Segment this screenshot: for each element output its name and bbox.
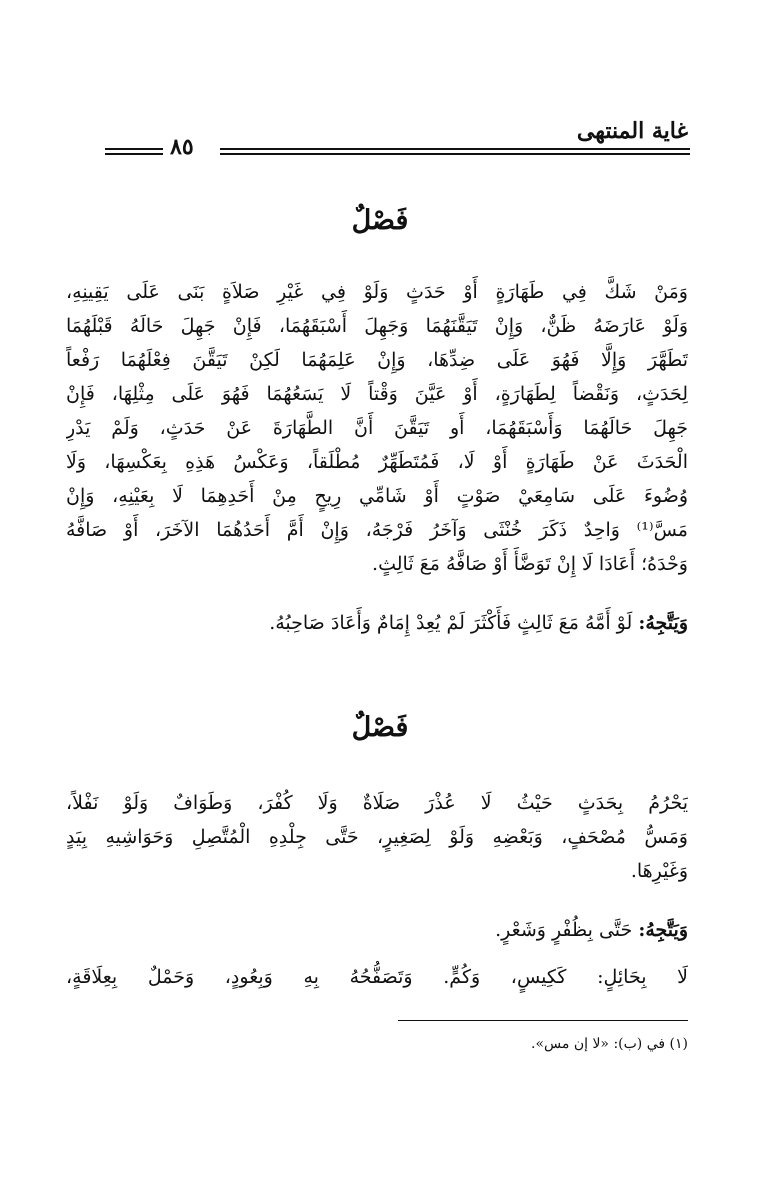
text-line: وُضُوءَ عَلَى سَامِعَيْ صَوْتٍ أَوْ شَامِّي رِيحٍ مِنْ أَحَدِهِمَا لَا بِعَيْنِهِ، وَإِنْ [66, 485, 688, 507]
text-line: لَا بِحَائِلٍ: كَكِيسٍ، وَكُمٍّ. وَتَصَفُّحُهُ بِهِ وَبِعُودٍ، وَحَمْلٌ بِعِلَاقَةٍ، [66, 966, 688, 988]
section-heading: فَصْلٌ [351, 712, 409, 743]
text-line: وَغَيْرِهَا. [630, 860, 688, 882]
yattajih-text: لَوْ أَمَّهُ مَعَ ثَالِثٍ فَأَكْثَرَ لَمْ يُعِدْ إِمَامٌ وَأَعَادَ صَاحِبُهُ. [269, 612, 633, 634]
footnote: (١) في (ب): «لا إن مس». [531, 1036, 688, 1052]
text-line: تَطَهَّرَ وَإِلَّا فَهُوَ عَلَى ضِدِّهَا، وَإِنْ عَلِمَهُمَا لَكِنْ تَيَقَّنَ فِعْلَهُمَا رَفْعاً [66, 349, 688, 371]
yattajih-text: حَتَّى بِظُفْرٍ وَشَعْرٍ. [495, 919, 633, 941]
text-line: الْحَدَثَ عَنْ طَهَارَةٍ أَوْ لَا، فَمُتَطَهِّرٌ مُطْلَقاً، وَعَكْسُ هَذِهِ بِعَكْسِهَا، وَلَا [66, 451, 688, 473]
header-rule-left [105, 148, 163, 155]
text-line: مَسَّ⁽¹⁾ وَاحِدٌ ذَكَرَ خُنْثَى وَآخَرُ فَرْجَهُ، وَإِنْ أَمَّ أَحَدُهُمَا الآخَرَ، أَوْ صَافَّهُ [66, 519, 688, 541]
footnote-rule [398, 1020, 688, 1021]
text-line: جَهِلَ حَالَهُمَا وَأَسْبَقَهُمَا، أَو تَيَقَّنَ أَنَّ الطَّهَارَةَ عَنْ حَدَثٍ، وَلَمْ يَدْرِ [66, 417, 688, 439]
yattajih-paragraph [98, 913, 688, 947]
page-number: ٨٥ [170, 134, 194, 160]
yattajih-paragraph [66, 606, 688, 640]
text-line: لِحَدَثٍ، وَنَقْضاً لِطَهَارَةٍ، أَوْ عَيَّنَ وَقْتاً لَا يَسَعُهُمَا فَهُوَ عَلَى مِثْلِهَا، فَإِنْ [66, 383, 688, 405]
text-line: وَمَنْ شَكَّ فِي طَهَارَةٍ أَوْ حَدَثٍ وَلَوْ فِي غَيْرِ صَلاَةٍ بَنَى عَلَى يَقِينِهِ، [66, 281, 688, 303]
text-line: وَمَسُّ مُصْحَفٍ، وَبَعْضِهِ وَلَوْ لِصَغِيرٍ، حَتَّى جِلْدِهِ الْمُتَّصِلِ وَحَوَاشِيهِ بِيَدٍ [66, 826, 688, 848]
text-line: وَلَوْ عَارَضَهُ ظَنٌّ، وَإِنْ تَيَقَّنَهُمَا وَجَهِلَ أَسْبَقَهُمَا، فَإِنْ جَهِلَ حَالَهُ قَبْلَهُمَا [66, 315, 688, 337]
section-heading: فَصْلٌ [351, 205, 409, 236]
running-title: غاية المنتهى [576, 118, 688, 144]
header-rule-right [220, 148, 690, 155]
yattajih-label: وَيَتَّجِهُ: [638, 919, 688, 941]
text-line: وَحْدَهُ؛ أَعَادَا لَا إِنْ تَوَضَّأَ أَوْ صَافَّهُ مَعَ ثَالِثٍ. [372, 553, 688, 575]
text-line: يَحْرُمُ بِحَدَثٍ حَيْثُ لَا عُذْرَ صَلَاةٌ وَلَا كُفْرَ، وَطَوَافٌ وَلَوْ نَفْلاً، [66, 792, 688, 814]
yattajih-label: وَيَتَّجِهُ: [638, 612, 688, 634]
